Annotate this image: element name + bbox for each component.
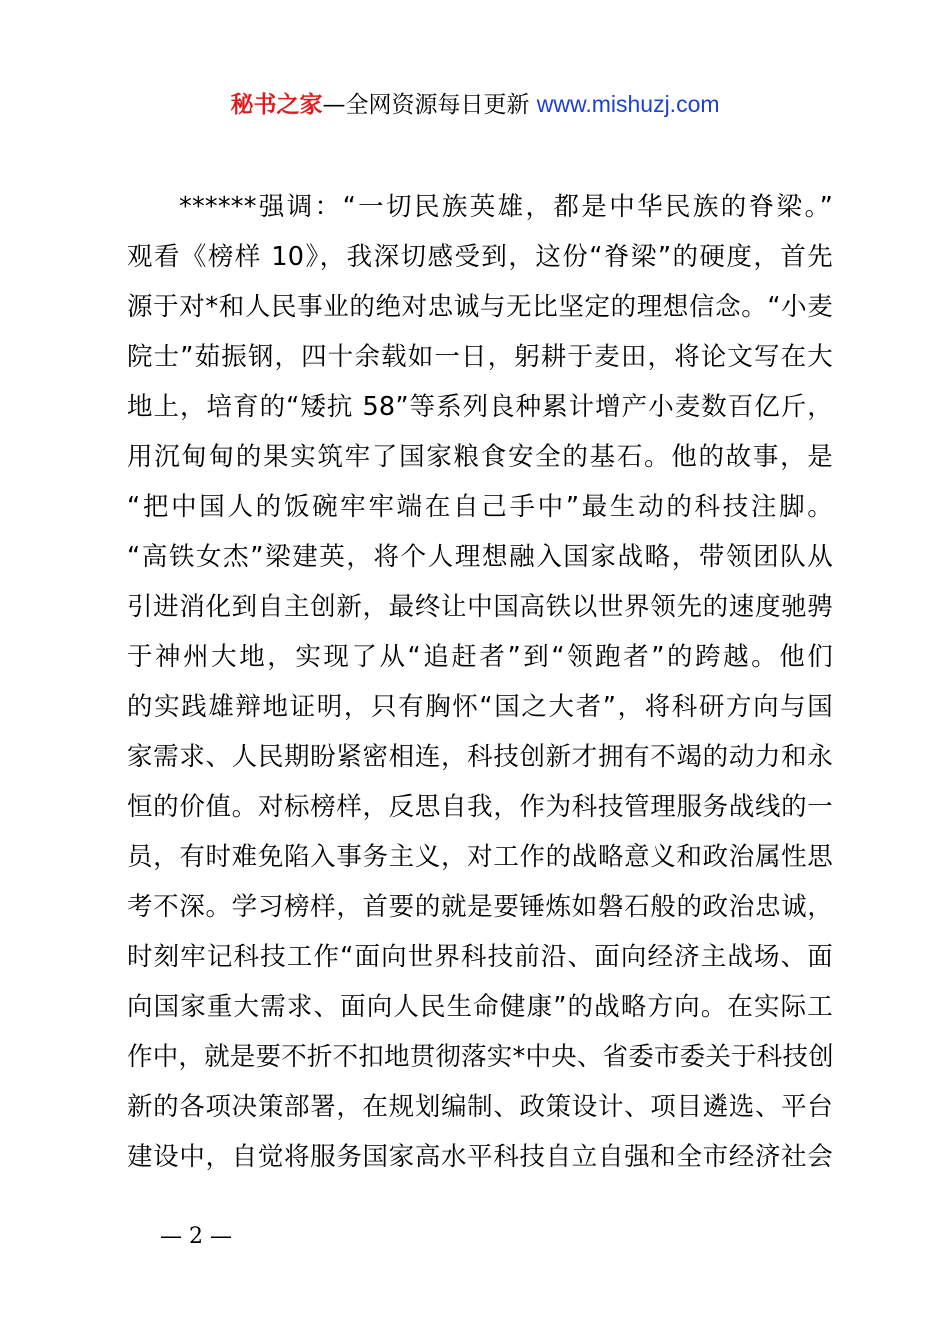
body-line: 于神州大地，实现了从“追赶者”到“领跑者”的跨越。他们	[127, 642, 833, 672]
body-line: 院士”茹振钢，四十余载如一日，躬耕于麦田，将论文写在大	[127, 342, 833, 372]
document-body	[127, 182, 833, 1182]
body-line: 员，有时难免陷入事务主义，对工作的战略意义和政治属性思	[127, 842, 833, 872]
site-brand: 秘书之家	[230, 92, 323, 118]
body-line: “把中国人的饭碗牢牢端在自己手中”最生动的科技注脚。	[127, 492, 833, 522]
body-line: 恒的价值。对标榜样，反思自我，作为科技管理服务战线的一	[127, 792, 833, 822]
body-line: 地上，培育的“矮抗 58”等系列良种累计增产小麦数百亿斤，	[127, 392, 833, 422]
site-url-link[interactable]: www.mishuzj.com	[536, 91, 720, 117]
body-line: 作中，就是要不折不扣地贯彻落实*中央、省委市委关于科技创	[127, 1042, 834, 1072]
body-line: 新的各项决策部署，在规划编制、政策设计、项目遴选、平台	[127, 1092, 833, 1122]
body-line: ******强调：“一切民族英雄，都是中华民族的脊梁。”	[179, 192, 833, 222]
body-line: 源于对*和人民事业的绝对忠诚与无比坚定的理想信念。“小麦	[127, 292, 833, 322]
body-line: 建设中，自觉将服务国家高水平科技自立自强和全市经济社会	[127, 1142, 833, 1172]
body-line: 用沉甸甸的果实筑牢了国家粮食安全的基石。他的故事，是	[127, 442, 833, 472]
body-line: 观看《榜样 10》，我深切感受到，这份“脊梁”的硬度，首先	[127, 242, 833, 272]
body-line: 家需求、人民期盼紧密相连，科技创新才拥有不竭的动力和永	[127, 742, 833, 772]
page-number: — 2 —	[160, 1224, 232, 1249]
body-line: 时刻牢记科技工作“面向世界科技前沿、面向经济主战场、面	[127, 942, 833, 972]
body-line: 考不深。学习榜样，首要的就是要锤炼如磐石般的政治忠诚，	[127, 892, 833, 922]
site-header	[0, 86, 950, 123]
body-line: 的实践雄辩地证明，只有胸怀“国之大者”，将科研方向与国	[127, 692, 833, 722]
site-tagline: —全网资源每日更新	[322, 92, 537, 118]
body-line: 向国家重大需求、面向人民生命健康”的战略方向。在实际工	[127, 992, 833, 1022]
body-line: “高铁女杰”梁建英，将个人理想融入国家战略，带领团队从	[127, 542, 833, 572]
body-line: 引进消化到自主创新，最终让中国高铁以世界领先的速度驰骋	[127, 592, 833, 622]
